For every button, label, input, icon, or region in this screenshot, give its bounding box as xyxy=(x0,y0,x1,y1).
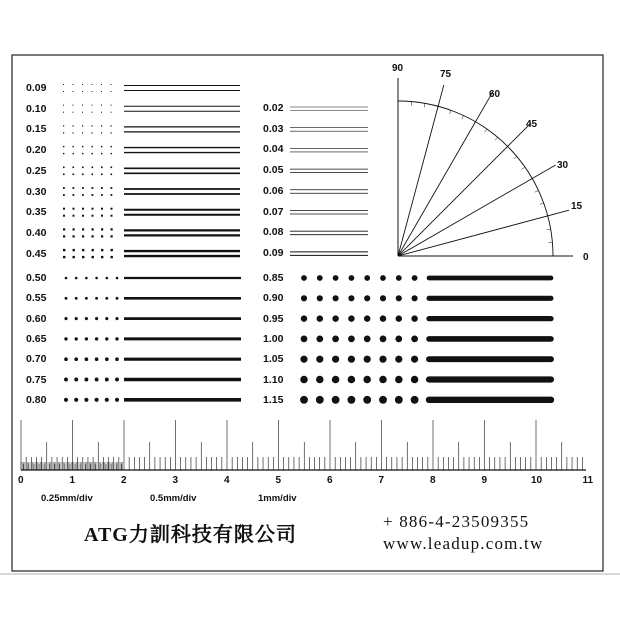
sample-dot xyxy=(92,187,94,189)
ruler-number: 3 xyxy=(172,475,179,486)
sample-dot xyxy=(82,187,84,189)
sample-dot xyxy=(64,357,68,361)
ruler-scale-note: 0.25mm/div xyxy=(41,493,93,504)
line-width-label: 0.09 xyxy=(26,82,47,94)
sample-dot xyxy=(82,235,84,237)
sample-dot xyxy=(101,228,103,230)
ruler-number: 9 xyxy=(481,475,488,486)
sample-dot xyxy=(73,112,74,113)
line-width-label: 0.80 xyxy=(26,393,47,406)
sample-dot xyxy=(92,256,94,258)
sample-dot xyxy=(95,337,98,340)
angle-label: 45 xyxy=(526,119,538,130)
sample-dot xyxy=(63,146,64,147)
ruler-number: 1 xyxy=(69,475,76,486)
sample-dot xyxy=(92,215,94,217)
sample-dot xyxy=(73,84,74,85)
sample-dot xyxy=(73,105,74,106)
line-width-label: 0.03 xyxy=(263,122,284,135)
sample-dot xyxy=(82,249,84,251)
sample-dot xyxy=(63,187,65,189)
sample-dot xyxy=(82,194,84,196)
sample-dot xyxy=(300,376,307,383)
sample-dot xyxy=(73,153,74,154)
sample-dot xyxy=(380,295,386,301)
line-width-label: 1.00 xyxy=(263,332,284,345)
line-width-label: 0.95 xyxy=(263,312,284,325)
sample-dot xyxy=(92,146,93,147)
sample-dot xyxy=(63,132,64,133)
sample-dot xyxy=(364,295,370,301)
ruler-number: 2 xyxy=(121,475,127,486)
sample-dot xyxy=(101,174,103,176)
sample-dot xyxy=(63,153,64,154)
sample-dot xyxy=(116,297,119,300)
ruler-number: 5 xyxy=(275,475,282,486)
protractor-ray xyxy=(398,123,531,256)
sample-dot xyxy=(364,315,370,321)
line-width-label: 0.35 xyxy=(26,206,47,219)
sample-dot xyxy=(111,208,113,210)
sample-dot xyxy=(111,228,113,230)
ruler-scale-note: 0.5mm/div xyxy=(150,493,197,504)
sample-dot xyxy=(82,174,84,176)
line-width-label: 0.05 xyxy=(263,164,284,177)
sample-dot xyxy=(73,125,74,126)
sample-dot xyxy=(101,256,103,258)
sample-dot xyxy=(111,146,112,147)
angle-label: 90 xyxy=(392,63,404,74)
sample-dot xyxy=(301,275,307,281)
sample-dot xyxy=(82,125,83,126)
sample-dot xyxy=(101,153,102,154)
protractor-tick xyxy=(514,156,517,159)
sample-dot xyxy=(92,249,94,251)
sample-dot xyxy=(363,396,371,404)
sample-dot xyxy=(348,376,355,383)
protractor-ray xyxy=(398,91,493,256)
line-width-label: 0.08 xyxy=(263,226,284,239)
sample-dot xyxy=(115,357,119,361)
sample-dot xyxy=(101,249,103,251)
sample-dot xyxy=(115,337,118,340)
sample-dot xyxy=(95,357,99,361)
sample-dot xyxy=(349,275,355,281)
sample-dot xyxy=(115,317,118,320)
sample-dot xyxy=(332,396,340,404)
protractor-ray xyxy=(398,85,444,256)
sample-dot xyxy=(95,297,98,300)
sample-dot xyxy=(64,317,67,320)
sample-dot xyxy=(347,396,355,404)
sample-dot xyxy=(363,376,370,383)
sample-dot xyxy=(379,396,387,404)
sample-dot xyxy=(111,187,113,189)
line-width-label: 0.85 xyxy=(263,272,284,284)
sample-dot xyxy=(111,194,113,196)
sample-dot xyxy=(316,356,323,363)
sample-dot xyxy=(364,275,370,281)
line-width-label: 0.70 xyxy=(26,353,47,366)
sample-dot xyxy=(82,105,83,106)
sample-dot xyxy=(380,275,386,281)
sample-dot xyxy=(63,105,64,106)
ruler xyxy=(21,420,586,470)
line-width-label: 0.50 xyxy=(26,272,47,284)
sample-dot xyxy=(63,125,64,126)
sample-dot xyxy=(75,277,78,280)
sample-dot xyxy=(301,336,308,343)
sample-dot xyxy=(111,105,112,106)
sample-dot xyxy=(75,317,78,320)
sample-dot xyxy=(317,275,323,281)
line-width-label: 0.15 xyxy=(26,123,47,136)
sample-dot xyxy=(82,91,83,92)
sample-dot xyxy=(92,235,94,237)
sample-dot xyxy=(111,235,113,237)
sample-dot xyxy=(380,315,386,321)
sample-dot xyxy=(395,336,402,343)
sample-dot xyxy=(73,235,75,237)
sample-dot xyxy=(64,398,68,402)
protractor-tick xyxy=(450,110,451,114)
ruler-number: 6 xyxy=(327,475,333,486)
sample-dot xyxy=(111,215,113,217)
sample-dot xyxy=(95,317,98,320)
sample-dot xyxy=(92,153,93,154)
sample-dot xyxy=(332,376,339,383)
sample-dot xyxy=(101,91,102,92)
sample-dot xyxy=(82,132,83,133)
sample-dot xyxy=(95,378,99,382)
sample-dot xyxy=(73,146,74,147)
sample-dot xyxy=(101,132,102,133)
sample-dot xyxy=(84,398,88,402)
sample-dot xyxy=(73,174,75,176)
thin-line-group-left xyxy=(63,84,240,258)
line-width-label: 0.10 xyxy=(26,102,47,115)
sample-dot xyxy=(84,378,88,382)
line-width-label: 0.40 xyxy=(26,226,47,239)
protractor-tick xyxy=(540,203,544,204)
sample-dot xyxy=(82,146,83,147)
sample-dot xyxy=(111,167,113,169)
line-width-label: 0.90 xyxy=(263,292,284,305)
sample-dot xyxy=(115,378,119,382)
sample-dot xyxy=(105,378,109,382)
sample-dot xyxy=(64,337,67,340)
sample-dot xyxy=(105,337,108,340)
sample-dot xyxy=(412,295,418,301)
sample-dot xyxy=(63,215,65,217)
sample-dot xyxy=(332,336,339,343)
sample-dot xyxy=(95,277,98,280)
sample-dot xyxy=(111,174,113,176)
sample-dot xyxy=(65,297,68,300)
sample-dot xyxy=(92,194,94,196)
sample-dot xyxy=(82,167,84,169)
sample-dot xyxy=(348,356,355,363)
sample-dot xyxy=(92,132,93,133)
sample-dot xyxy=(317,295,323,301)
card-frame xyxy=(12,55,603,571)
sample-dot xyxy=(116,277,119,280)
sample-dot xyxy=(396,275,402,281)
line-width-label: 0.25 xyxy=(26,164,47,177)
sample-dot xyxy=(74,398,78,402)
line-width-label: 1.10 xyxy=(263,373,284,386)
angle-label: 75 xyxy=(440,69,452,80)
sample-dot xyxy=(411,315,417,321)
sample-dot xyxy=(73,249,75,251)
sample-dot xyxy=(105,317,108,320)
sample-dot xyxy=(411,376,418,383)
sample-dot xyxy=(301,315,307,321)
ruler-number: 8 xyxy=(430,475,436,486)
line-width-label: 0.55 xyxy=(26,292,47,305)
line-width-label: 0.06 xyxy=(263,184,284,197)
sample-dot xyxy=(101,208,103,210)
sample-dot xyxy=(101,187,103,189)
ruler-scale-note: 1mm/div xyxy=(258,493,297,504)
website-url: www.leadup.com.tw xyxy=(383,534,544,553)
line-width-label: 0.75 xyxy=(26,373,47,386)
sample-dot xyxy=(82,228,84,230)
sample-dot xyxy=(380,336,387,343)
sample-dot xyxy=(395,376,402,383)
protractor-tick xyxy=(522,167,525,169)
phone-number: + 886-4-23509355 xyxy=(383,512,530,531)
line-width-label: 0.30 xyxy=(26,185,47,198)
sample-dot xyxy=(63,91,64,92)
line-width-label: 1.05 xyxy=(263,353,284,366)
sample-dot xyxy=(411,356,418,363)
sample-dot xyxy=(101,84,102,85)
sample-dot xyxy=(63,174,65,176)
sample-dot xyxy=(111,125,112,126)
sample-dot xyxy=(348,295,354,301)
protractor xyxy=(398,78,573,256)
thin-line-group-mid xyxy=(290,107,368,255)
brand-name: ATG力訓科技有限公司 xyxy=(84,524,297,546)
sample-dot xyxy=(85,297,88,300)
sample-dot xyxy=(111,256,113,258)
sample-dot xyxy=(106,277,109,280)
sample-dot xyxy=(316,376,323,383)
sample-dot xyxy=(73,194,75,196)
sample-dot xyxy=(101,194,103,196)
sample-dot xyxy=(396,295,402,301)
sample-dot xyxy=(92,105,93,106)
line-width-label: 0.04 xyxy=(263,143,284,156)
sample-dot xyxy=(317,315,323,321)
line-width-label: 0.45 xyxy=(26,247,47,260)
sample-dot xyxy=(395,396,403,404)
sample-dot xyxy=(82,84,83,85)
angle-label: 60 xyxy=(489,89,501,100)
sample-dot xyxy=(101,105,102,106)
sample-dot xyxy=(85,337,88,340)
sample-dot xyxy=(73,167,75,169)
sample-dot xyxy=(101,235,103,237)
sample-dot xyxy=(64,378,68,382)
line-width-label: 0.20 xyxy=(26,144,47,157)
angle-label: 15 xyxy=(571,201,583,212)
sample-dot xyxy=(300,356,307,363)
sample-dot xyxy=(82,208,84,210)
sample-dot xyxy=(75,337,78,340)
sample-dot xyxy=(92,84,93,85)
sample-dot xyxy=(63,194,65,196)
sample-dot xyxy=(63,249,65,251)
sample-dot xyxy=(85,317,88,320)
sample-dot xyxy=(73,91,74,92)
sample-dot xyxy=(73,208,75,210)
sample-dot xyxy=(63,208,65,210)
sample-dot xyxy=(364,356,371,363)
protractor-tick xyxy=(535,190,539,192)
sample-dot xyxy=(65,277,68,280)
ruler-number: 11 xyxy=(582,475,594,486)
sample-dot xyxy=(75,297,78,300)
sample-dot xyxy=(316,396,324,404)
sample-dot xyxy=(396,315,402,321)
sample-dot xyxy=(73,256,75,258)
sample-dot xyxy=(92,174,94,176)
sample-dot xyxy=(412,275,418,281)
sample-dot xyxy=(63,84,64,85)
sample-dot xyxy=(63,112,64,113)
ruler-number: 0 xyxy=(18,475,24,486)
sample-dot xyxy=(111,91,112,92)
sample-dot xyxy=(73,228,75,230)
sample-dot xyxy=(333,275,339,281)
sample-dot xyxy=(63,167,65,169)
sample-dot xyxy=(82,215,84,217)
sample-dot xyxy=(82,112,83,113)
protractor-tick xyxy=(485,129,487,132)
sample-dot xyxy=(411,336,418,343)
sample-dot xyxy=(105,398,109,402)
sample-dot xyxy=(115,398,119,402)
thick-line-group-right xyxy=(300,275,551,404)
sample-dot xyxy=(82,256,84,258)
sample-dot xyxy=(95,398,99,402)
protractor-ray xyxy=(398,210,569,256)
protractor-tick xyxy=(529,179,532,181)
sample-dot xyxy=(316,336,323,343)
sample-dot xyxy=(101,215,103,217)
sample-dot xyxy=(74,378,78,382)
protractor-tick xyxy=(495,137,498,140)
line-width-label: 0.65 xyxy=(26,332,47,345)
protractor-tick xyxy=(462,116,464,120)
ruler-number: 7 xyxy=(378,475,385,486)
line-width-label: 0.60 xyxy=(26,312,47,325)
protractor-tick xyxy=(547,229,551,230)
thick-line-group-left xyxy=(64,277,241,402)
sample-dot xyxy=(85,277,88,280)
line-width-label: 1.15 xyxy=(263,393,284,406)
sample-dot xyxy=(333,295,339,301)
sample-dot xyxy=(92,167,94,169)
sample-dot xyxy=(101,167,103,169)
sample-dot xyxy=(111,153,112,154)
sample-dot xyxy=(63,235,65,237)
sample-dot xyxy=(111,132,112,133)
sample-dot xyxy=(82,153,83,154)
sample-dot xyxy=(92,208,94,210)
sample-dot xyxy=(92,91,93,92)
sample-dot xyxy=(73,187,75,189)
line-width-label: 0.07 xyxy=(263,205,284,218)
sample-dot xyxy=(101,146,102,147)
angle-label: 0 xyxy=(583,252,589,263)
protractor-tick xyxy=(424,103,425,107)
sample-dot xyxy=(92,125,93,126)
sample-dot xyxy=(395,356,402,363)
sample-dot xyxy=(379,376,386,383)
sample-dot xyxy=(411,396,419,404)
sample-dot xyxy=(332,356,339,363)
ruler-number: 4 xyxy=(224,475,230,486)
sample-dot xyxy=(111,84,112,85)
sample-dot xyxy=(92,228,94,230)
sample-dot xyxy=(63,228,65,230)
line-width-label: 0.02 xyxy=(263,102,284,114)
sample-dot xyxy=(85,357,89,361)
protractor-tick xyxy=(474,122,476,125)
sample-dot xyxy=(348,336,355,343)
sample-dot xyxy=(105,357,109,361)
sample-dot xyxy=(111,249,113,251)
sample-dot xyxy=(63,256,65,258)
sample-dot xyxy=(301,295,307,301)
ruler-number: 10 xyxy=(531,475,543,486)
sample-dot xyxy=(101,125,102,126)
sample-dot xyxy=(73,215,75,217)
sample-dot xyxy=(348,315,354,321)
sample-dot xyxy=(111,112,112,113)
sample-dot xyxy=(105,297,108,300)
sample-dot xyxy=(74,357,78,361)
line-width-label: 0.09 xyxy=(263,246,284,259)
sample-dot xyxy=(101,112,102,113)
sample-dot xyxy=(364,336,371,343)
sample-dot xyxy=(92,112,93,113)
sample-dot xyxy=(379,356,386,363)
protractor-tick xyxy=(505,146,508,149)
sample-dot xyxy=(73,132,74,133)
angle-label: 30 xyxy=(557,160,569,171)
sample-dot xyxy=(300,396,308,404)
sample-dot xyxy=(332,315,338,321)
